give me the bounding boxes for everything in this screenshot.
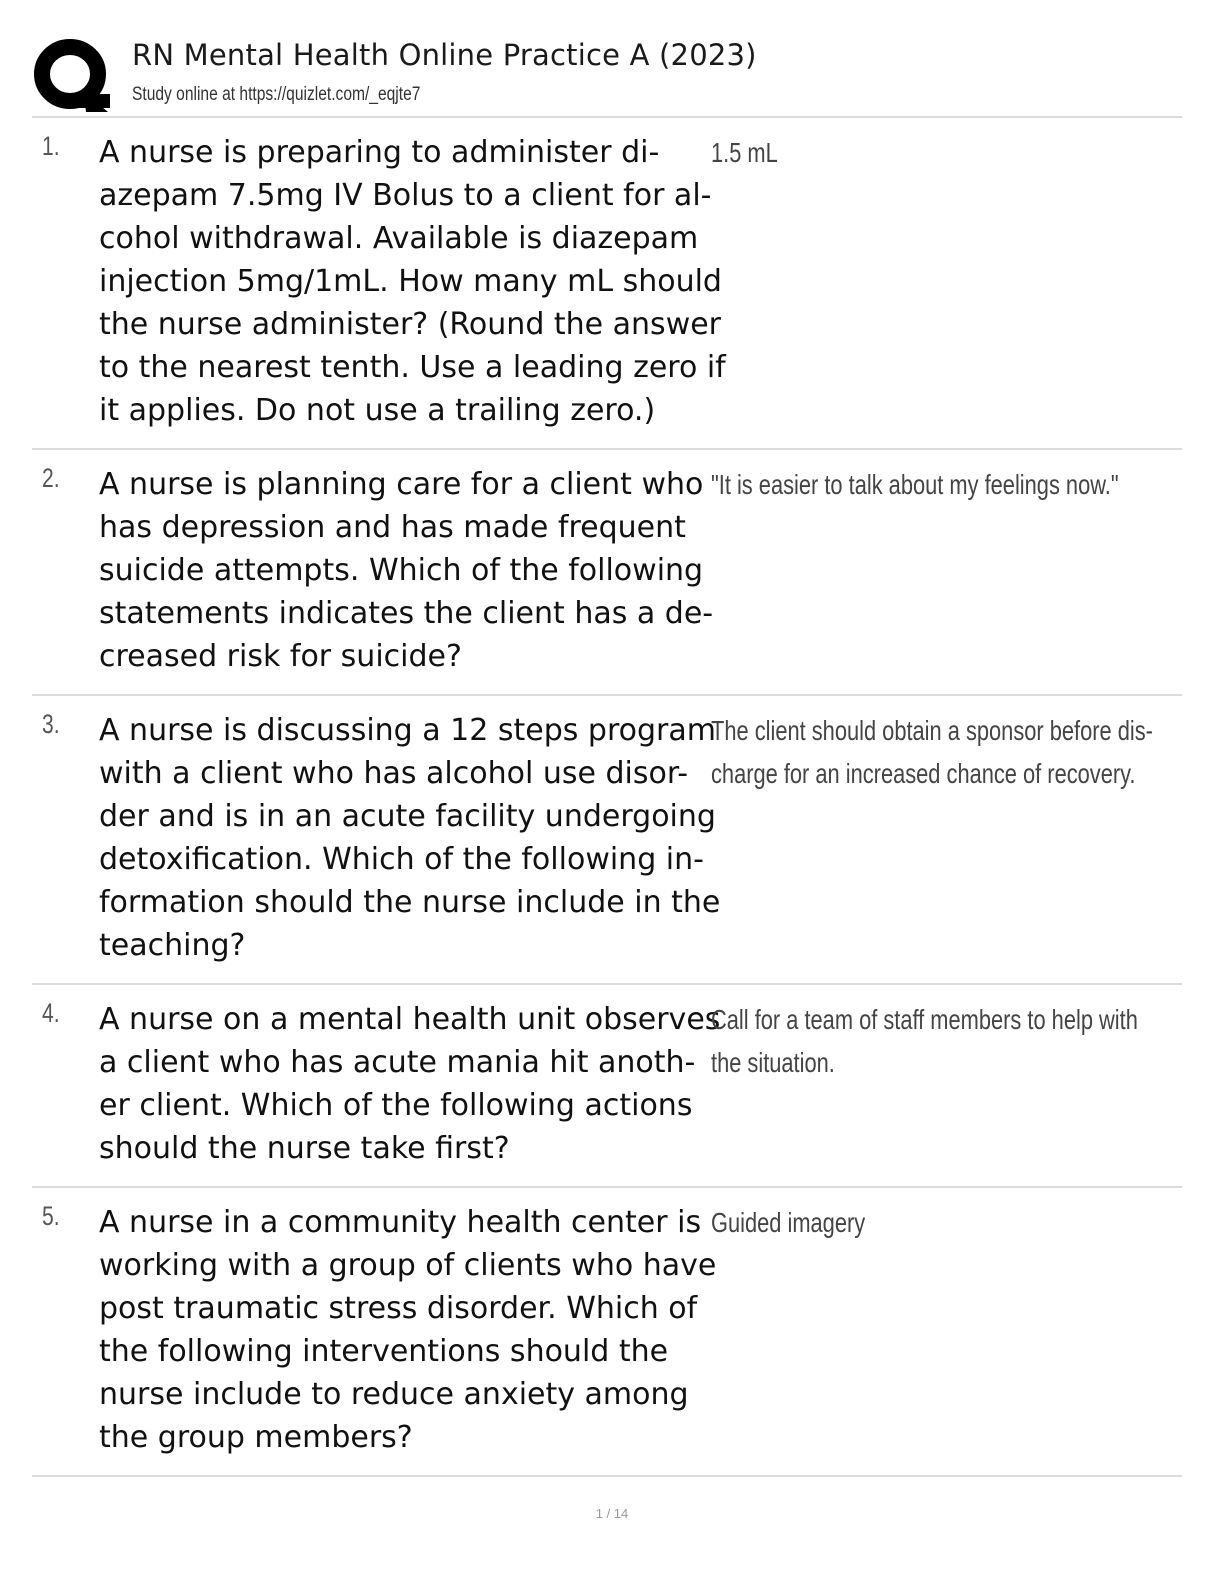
page-header bbox=[32, 30, 1182, 116]
card-question: A nurse in a community health center is working with a group of clients who have post traumatic stress disorder. Which of the following interventions should the nurse include to reduce anxiety among the group members? bbox=[99, 1205, 717, 1455]
card-question: A nurse on a mental health unit observes a client who has acute mania hit anoth- er client. Which of the following actions should the nurse take first? bbox=[99, 1002, 721, 1166]
page-indicator: 1 / 14 bbox=[595, 1506, 629, 1521]
card-number: 5. bbox=[42, 1201, 60, 1231]
card-number: 1. bbox=[42, 131, 60, 161]
card-divider bbox=[32, 1475, 1182, 1477]
card-answer: Guided imagery bbox=[711, 1207, 866, 1238]
card-divider bbox=[32, 983, 1182, 985]
header-divider bbox=[32, 116, 1182, 118]
card-question: A nurse is planning care for a client who has depression and has made frequent suicide attempts. Which of the following statements indicates the client has a de- creased risk for suicide? bbox=[99, 467, 714, 674]
card-answer: 1.5 mL bbox=[711, 137, 778, 168]
card-answer: The client should obtain a sponsor before dis- charge for an increased chance of recovery. bbox=[711, 715, 1153, 789]
card-divider bbox=[32, 448, 1182, 450]
study-link[interactable]: Study online at https://quizlet.com/_eqjte7 bbox=[132, 84, 421, 105]
card-number: 3. bbox=[42, 709, 60, 739]
card-divider bbox=[32, 1186, 1182, 1188]
card-number: 2. bbox=[42, 463, 60, 493]
page-title: RN Mental Health Online Practice A (2023) bbox=[132, 38, 757, 72]
card-number: 4. bbox=[42, 998, 60, 1028]
card-question: A nurse is discussing a 12 steps program with a client who has alcohol use disor- der and is in an acute facility undergoing detoxification. Which of the following in- formation should the nurse include in the teaching? bbox=[99, 713, 721, 963]
card-divider bbox=[32, 694, 1182, 696]
card-answer: Call for a team of staff members to help with the situation. bbox=[711, 1004, 1138, 1078]
card-question: A nurse is preparing to administer di- azepam 7.5mg IV Bolus to a client for al- cohol withdrawal. Available is diazepam injection 5mg/1mL. How many mL should the nurse administer? (Round the answer to the nearest tenth. Use a leading zero if it applies. Do not use a trailing zero.) bbox=[99, 135, 726, 428]
card-answer: "It is easier to talk about my feelings now." bbox=[711, 469, 1119, 500]
quizlet-logo-icon bbox=[32, 36, 112, 112]
